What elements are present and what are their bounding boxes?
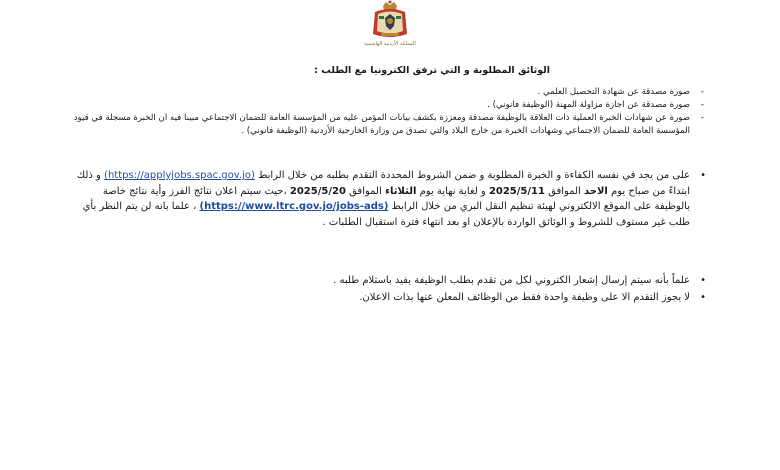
apply-link[interactable]: (https://applyjobs.spac.gov.jo)	[104, 170, 255, 181]
application-text-2: و ذلك ابتداءً من صباح يوم	[76, 170, 690, 197]
application-text-6: ،حيث سيتم اعلان نتائج الفرز وأية نتائج خاصة بالوظيفة على الموقع الالكتروني لهيئة تنظيم النقل البري من خلال الرابط	[102, 185, 690, 212]
application-text-3: الموافق	[544, 185, 584, 197]
list-item: - صورة مصدقة عن شهادة التحصيل العلمي .	[68, 86, 708, 99]
application-text-5: الموافق	[345, 185, 385, 197]
crest	[358, 0, 422, 52]
documents-heading: الوثائق المطلوبة و التي ترفق الكترونيا مع الطلب :	[314, 65, 550, 76]
list-item: • علماً بأنه سيتم إرسال إشعار الكتروني لكل من تقدم بطلب الوظيفة يفيد باستلام طلبه .	[68, 272, 708, 289]
notes-list	[68, 272, 708, 306]
ltrc-link[interactable]: (https://www.ltrc.gov.jo/jobs-ads)	[199, 201, 389, 212]
application-text-4: و لغاية نهاية يوم	[416, 185, 489, 197]
start-date: 2025/5/11	[488, 185, 545, 197]
jordan-coat-of-arms-icon	[367, 0, 413, 40]
end-date: 2025/5/20	[289, 185, 346, 197]
start-day: الاحد	[583, 185, 608, 197]
crest-caption: المملكة الأردنية الهاشمية	[364, 41, 416, 47]
application-text-1: على من يجد في نفسه الكفاءة و الخبرة المطلوبة و ضمن الشروط المحددة التقدم بطلبه من خلال الرابط	[258, 170, 690, 181]
list-item: • لا يجوز التقدم الا على وظيفة واحدة فقط من الوظائف المعلن عنها بذات الاعلان.	[68, 289, 708, 306]
end-day: الثلاثاء	[384, 185, 417, 197]
application-paragraph	[68, 168, 708, 230]
application-bullet	[68, 168, 708, 230]
list-item: - صورة عن شهادات الخبرة العملية ذات العلاقة بالوظيفة مصدقة ومعززة بكشف بيانات المؤمن عليه من المؤسسة العامة للضمان الاجتماعي مبينا فيه ان الخبرة مسجلة في قيود المؤسسة العامة للضمان الاجتماعي وشهادات الخبرة من خارج البلاد والتي تصدق من وزارة الخارجية الأردنية (الوظيفة فانوني) .	[68, 112, 708, 138]
application-text-7: ، علما بانه لن يتم النظر بأي طلب غير مستوف للشروط و الوثائق الواردة بالإعلان او بعد انتهاء فترة استقبال الطلبات .	[82, 201, 690, 228]
list-item: - صورة مصدقة عن اجازة مزاولة المهنة (الوظيفة فانوني) .	[68, 99, 708, 112]
documents-list	[68, 86, 708, 138]
